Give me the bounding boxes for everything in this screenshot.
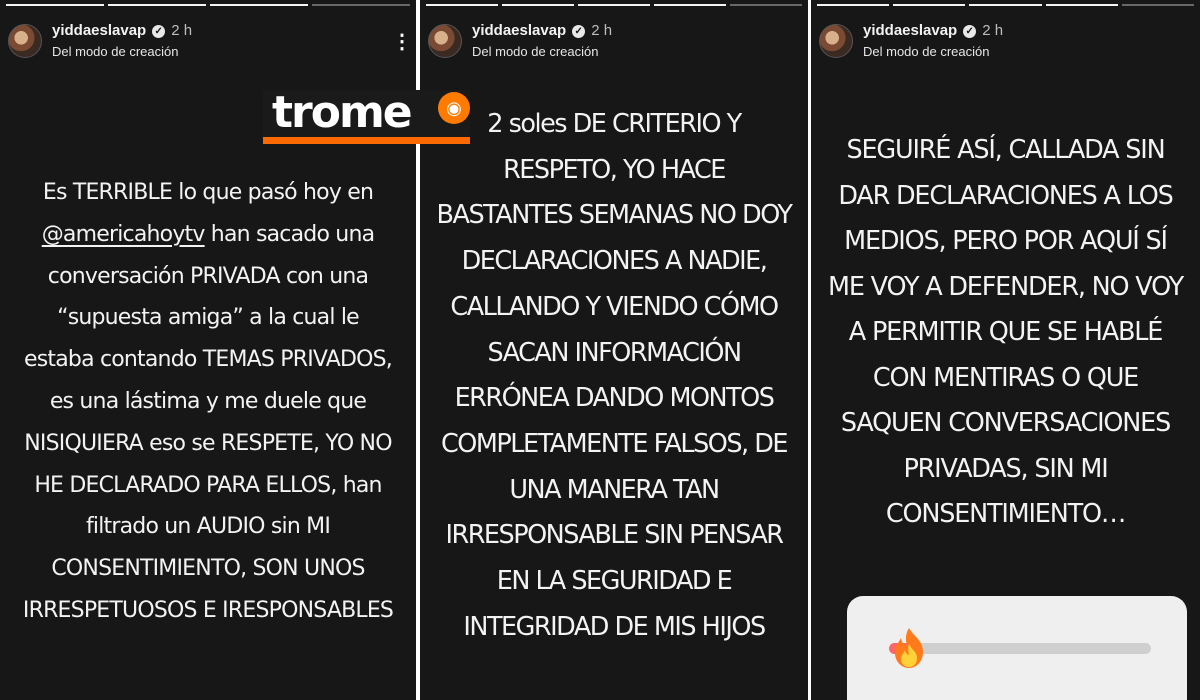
progress-segment xyxy=(730,4,802,6)
story-line: “supuesta amiga” a la cual le xyxy=(57,305,359,331)
progress-segment xyxy=(108,4,206,6)
story-line: CALLANDO Y VIENDO CÓMO xyxy=(450,291,778,322)
verified-badge-icon: ✓ xyxy=(572,25,585,38)
progress-segment xyxy=(578,4,650,6)
story-subtitle: Del modo de creación xyxy=(863,44,990,59)
story-line: RESPETO, YO HACE xyxy=(503,154,725,185)
progress-segment xyxy=(817,4,889,6)
avatar[interactable] xyxy=(819,24,853,58)
progress-segment xyxy=(312,4,410,6)
progress-segment xyxy=(1046,4,1118,6)
story-line: DAR DECLARACIONES A LOS xyxy=(838,180,1173,211)
avatar[interactable] xyxy=(8,24,42,58)
post-time: 2 h xyxy=(982,22,1004,39)
story-subtitle: Del modo de creación xyxy=(472,44,599,59)
story-line: EN LA SEGURIDAD E xyxy=(496,566,732,597)
story-line: conversación PRIVADA con una xyxy=(47,263,369,289)
post-time: 2 h xyxy=(591,22,613,39)
story-line: INTEGRIDAD DE MIS HIJOS xyxy=(463,611,765,642)
username[interactable] xyxy=(863,22,1003,39)
emoji-slider-sticker[interactable] xyxy=(847,596,1187,700)
story-line: HE DECLARADO PARA ELLOS, han xyxy=(34,472,382,498)
story-line: Es TERRIBLE lo que pasó hoy en xyxy=(42,180,374,205)
story-line: 2 soles DE CRITERIO Y xyxy=(487,109,741,139)
story-line: estaba contando TEMAS PRIVADOS, xyxy=(24,347,392,373)
story-line: IRRESPONSABLE SIN PENSAR xyxy=(445,520,783,551)
story-line-with-mention xyxy=(10,214,406,256)
avatar[interactable] xyxy=(428,24,462,58)
username-text[interactable]: yiddaeslavap xyxy=(863,22,958,39)
story-header xyxy=(428,18,800,64)
story-line: MEDIOS, PERO POR AQUÍ SÍ xyxy=(844,226,1167,256)
mention-link[interactable]: @americahoytv xyxy=(41,221,205,247)
logo-wordmark: trome xyxy=(272,87,411,138)
story-text xyxy=(430,102,798,650)
story-panel-3[interactable] xyxy=(811,0,1200,700)
story-header xyxy=(819,18,1192,64)
story-progress-bars xyxy=(6,4,410,6)
story-progress-bars xyxy=(426,4,802,6)
story-line: es una lástima y me duele que xyxy=(49,388,367,414)
story-panel-2[interactable] xyxy=(420,0,808,700)
story-line: A PERMITIR QUE SE HABLÉ xyxy=(848,317,1163,347)
story-line: SEGUIRÉ ASÍ, CALLADA SIN xyxy=(846,135,1165,165)
story-line: CONSENTIMIENTO… xyxy=(885,499,1126,529)
story-line: PRIVADAS, SIN MI xyxy=(903,453,1108,484)
story-line: SACAN INFORMACIÓN xyxy=(487,337,741,368)
username-text[interactable]: yiddaeslavap xyxy=(52,22,147,39)
username-text[interactable]: yiddaeslavap xyxy=(472,22,567,39)
progress-segment xyxy=(6,4,104,6)
progress-segment xyxy=(893,4,965,6)
story-line: BASTANTES SEMANAS NO DOY xyxy=(436,200,792,231)
story-line: UNA MANERA TAN xyxy=(509,474,719,505)
story-line: CONSENTIMIENTO, SON UNOS xyxy=(51,556,365,582)
story-text xyxy=(10,172,406,632)
progress-segment xyxy=(969,4,1041,6)
story-line: SAQUEN CONVERSACIONES xyxy=(840,408,1171,438)
progress-segment xyxy=(502,4,574,6)
story-line: ERRÓNEA DANDO MONTOS xyxy=(454,383,774,414)
story-line: IRRESPETUOSOS E IRESPONSABLES xyxy=(22,597,394,623)
progress-segment xyxy=(426,4,498,6)
more-options-icon[interactable]: ⋮ xyxy=(392,31,412,53)
story-progress-bars xyxy=(817,4,1194,6)
signal-waves-icon: ◉ xyxy=(438,92,470,124)
story-header xyxy=(8,18,412,64)
post-time: 2 h xyxy=(171,22,193,39)
trome-logo xyxy=(263,87,470,144)
progress-segment xyxy=(654,4,726,6)
story-subtitle: Del modo de creación xyxy=(52,44,179,59)
story-line: NISIQUIERA eso se RESPETE, YO NO xyxy=(24,430,392,456)
story-text xyxy=(821,128,1190,538)
fire-emoji-icon[interactable] xyxy=(889,626,929,670)
story-line: CON MENTIRAS O QUE xyxy=(872,362,1139,393)
story-line: DECLARACIONES A NADIE, xyxy=(461,246,767,277)
verified-badge-icon: ✓ xyxy=(963,25,976,38)
progress-segment xyxy=(210,4,308,6)
progress-segment xyxy=(1122,4,1194,6)
username[interactable] xyxy=(52,22,192,39)
username[interactable] xyxy=(472,22,612,39)
story-line: ME VOY A DEFENDER, NO VOY xyxy=(828,271,1183,302)
story-line: COMPLETAMENTE FALSOS, DE xyxy=(441,428,787,459)
verified-badge-icon: ✓ xyxy=(152,25,165,38)
story-line-text: han sacado una xyxy=(210,221,375,247)
story-line: filtrado un AUDIO sin MI xyxy=(85,514,331,540)
